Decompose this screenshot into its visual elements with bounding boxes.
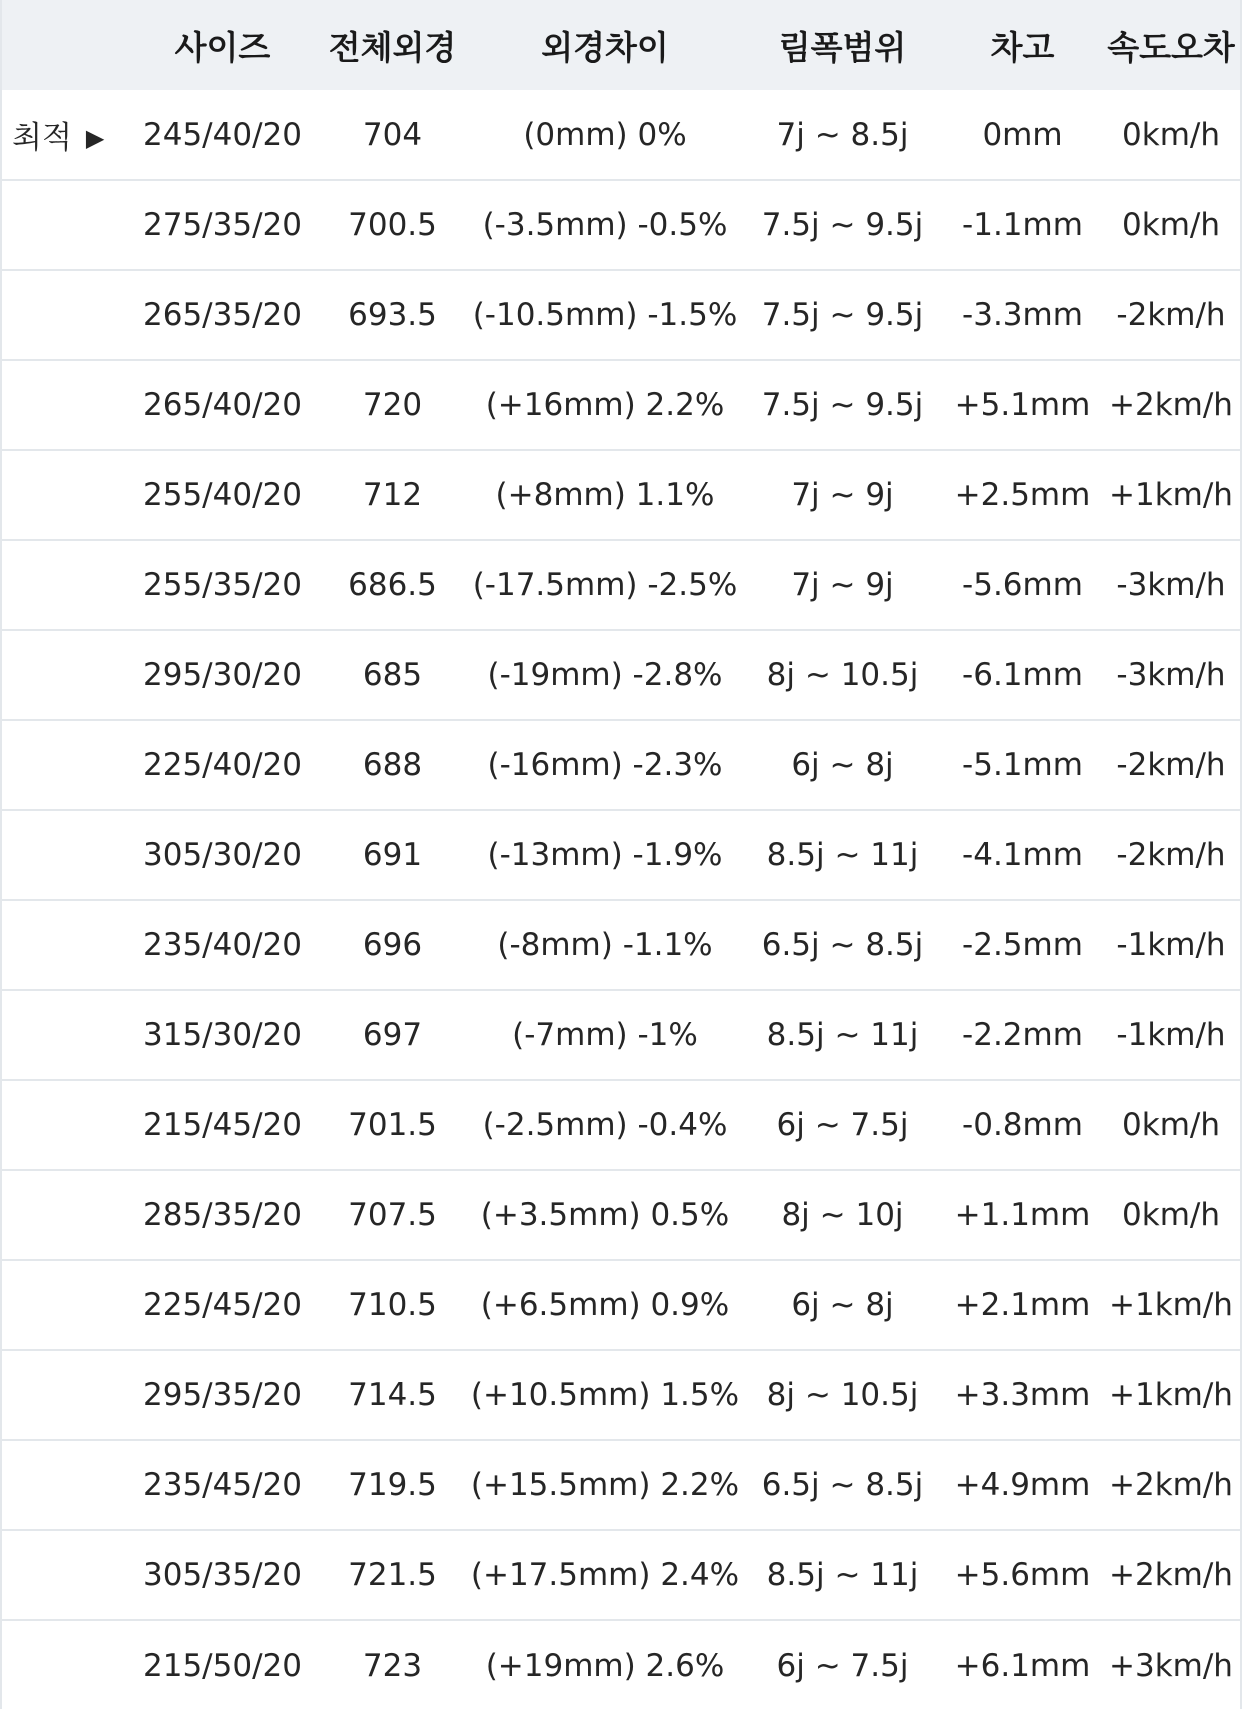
cell-diameter-diff: (+16mm) 2.2%	[485, 387, 725, 423]
cell-label	[0, 1440, 130, 1530]
cell-ride-height: -5.1mm	[962, 747, 1083, 783]
table-row	[0, 1530, 1242, 1620]
cell-label	[0, 900, 130, 990]
cell-diameter-diff: (-19mm) -2.8%	[487, 657, 723, 693]
cell-label	[0, 1530, 130, 1620]
table-row	[0, 180, 1242, 270]
header-row	[0, 0, 1242, 90]
cell-ride-height: -6.1mm	[962, 657, 1083, 693]
cell-label	[0, 990, 130, 1080]
cell-label	[0, 90, 130, 180]
cell-rim-width: 7.5j ~ 9.5j	[761, 387, 924, 423]
cell-rim-width: 7j ~ 9j	[791, 567, 894, 603]
cell-size: 265/40/20	[143, 387, 302, 423]
cell-diameter-diff: (0mm) 0%	[523, 116, 687, 153]
cell-label	[0, 810, 130, 900]
cell-size: 255/40/20	[143, 477, 302, 513]
cell-ride-height: -1.1mm	[962, 207, 1083, 243]
header-label	[0, 0, 130, 90]
cell-size: 295/35/20	[143, 1377, 302, 1413]
table-row	[0, 90, 1242, 180]
cell-label	[0, 1170, 130, 1260]
table-row	[0, 720, 1242, 810]
cell-label	[0, 270, 130, 360]
cell-size: 275/35/20	[143, 207, 302, 243]
table-row	[0, 270, 1242, 360]
cell-rim-width: 6j ~ 7.5j	[776, 1647, 909, 1684]
cell-rim-width: 8j ~ 10.5j	[766, 1377, 919, 1413]
cell-size: 265/35/20	[143, 297, 302, 333]
cell-speed-error: +2km/h	[1109, 1557, 1233, 1593]
cell-ride-height: +6.1mm	[954, 1647, 1091, 1684]
cell-rim-width: 6j ~ 8j	[791, 747, 894, 783]
cell-speed-error: +2km/h	[1109, 387, 1233, 423]
cell-speed-error: +3km/h	[1109, 1647, 1233, 1684]
cell-speed-error: 0km/h	[1122, 1107, 1220, 1143]
cell-diameter-diff: (+3.5mm) 0.5%	[480, 1197, 730, 1233]
cell-total-diameter: 719.5	[348, 1467, 437, 1503]
cell-ride-height: -2.2mm	[962, 1017, 1083, 1053]
cell-total-diameter: 701.5	[348, 1107, 437, 1143]
cell-total-diameter: 707.5	[348, 1197, 437, 1233]
cell-total-diameter: 696	[362, 927, 423, 963]
table-row	[0, 810, 1242, 900]
cell-rim-width: 6j ~ 7.5j	[776, 1107, 909, 1143]
cell-rim-width: 8j ~ 10j	[781, 1197, 904, 1233]
header-total-diameter: 전체외경	[328, 27, 457, 67]
cell-total-diameter: 704	[362, 116, 423, 153]
cell-total-diameter: 720	[362, 387, 423, 423]
cell-size: 215/50/20	[143, 1647, 302, 1684]
cell-total-diameter: 686.5	[348, 567, 437, 603]
cell-label	[0, 180, 130, 270]
cell-label	[0, 1080, 130, 1170]
cell-diameter-diff: (-10.5mm) -1.5%	[472, 297, 738, 333]
cell-speed-error: 0km/h	[1122, 1197, 1220, 1233]
cell-total-diameter: 712	[362, 477, 423, 513]
header-speed-error: 속도오차	[1107, 27, 1235, 67]
cell-speed-error: -2km/h	[1116, 297, 1226, 333]
cell-diameter-diff: (-16mm) -2.3%	[487, 747, 723, 783]
cell-size: 305/30/20	[143, 837, 302, 873]
cell-ride-height: -5.6mm	[962, 567, 1083, 603]
cell-rim-width: 8j ~ 10.5j	[766, 657, 919, 693]
cell-size: 315/30/20	[143, 1017, 302, 1053]
cell-speed-error: -2km/h	[1116, 747, 1226, 783]
table-row	[0, 1170, 1242, 1260]
cell-speed-error: -1km/h	[1116, 927, 1226, 963]
cell-speed-error: 0km/h	[1122, 116, 1220, 153]
cell-ride-height: -3.3mm	[962, 297, 1083, 333]
cell-size: 225/45/20	[143, 1287, 302, 1323]
cell-diameter-diff: (+10.5mm) 1.5%	[470, 1377, 740, 1413]
table-row	[0, 630, 1242, 720]
cell-total-diameter: 700.5	[348, 207, 437, 243]
cell-rim-width: 8.5j ~ 11j	[766, 1017, 919, 1053]
cell-speed-error: -2km/h	[1116, 837, 1226, 873]
table-row	[0, 540, 1242, 630]
cell-label	[0, 720, 130, 810]
cell-rim-width: 7j ~ 8.5j	[776, 116, 909, 153]
cell-rim-width: 6.5j ~ 8.5j	[761, 1467, 924, 1503]
table-row	[0, 990, 1242, 1080]
cell-size: 245/40/20	[143, 116, 302, 153]
cell-ride-height: -0.8mm	[962, 1107, 1083, 1143]
cell-diameter-diff: (-3.5mm) -0.5%	[482, 207, 728, 243]
cell-diameter-diff: (-7mm) -1%	[512, 1017, 698, 1053]
cell-ride-height: +5.1mm	[954, 387, 1091, 423]
header-rim-width: 림폭범위	[778, 27, 907, 67]
cell-diameter-diff: (+6.5mm) 0.9%	[480, 1287, 730, 1323]
table-row	[0, 900, 1242, 990]
cell-label	[0, 1620, 130, 1710]
table-border-left	[0, 0, 2, 1709]
cell-ride-height: +4.9mm	[954, 1467, 1091, 1503]
cell-total-diameter: 723	[362, 1647, 423, 1684]
table-row	[0, 1440, 1242, 1530]
cell-size: 235/45/20	[143, 1467, 302, 1503]
cell-total-diameter: 691	[362, 837, 423, 873]
cell-total-diameter: 710.5	[348, 1287, 437, 1323]
cell-ride-height: +1.1mm	[954, 1197, 1091, 1233]
cell-rim-width: 6.5j ~ 8.5j	[761, 927, 924, 963]
cell-total-diameter: 697	[362, 1017, 423, 1053]
cell-rim-width: 8.5j ~ 11j	[766, 837, 919, 873]
cell-rim-width: 7j ~ 9j	[791, 477, 894, 513]
cell-rim-width: 7.5j ~ 9.5j	[761, 297, 924, 333]
cell-label	[0, 630, 130, 720]
cell-size: 235/40/20	[143, 927, 302, 963]
cell-speed-error: +1km/h	[1109, 1377, 1233, 1413]
cell-size: 305/35/20	[143, 1557, 302, 1593]
cell-ride-height: -4.1mm	[962, 837, 1083, 873]
cell-rim-width: 8.5j ~ 11j	[766, 1557, 919, 1593]
header-size: 사이즈	[174, 27, 271, 67]
cell-diameter-diff: (-17.5mm) -2.5%	[472, 567, 738, 603]
header-ride-height: 차고	[990, 27, 1055, 67]
cell-diameter-diff: (-8mm) -1.1%	[497, 927, 713, 963]
cell-rim-width: 7.5j ~ 9.5j	[761, 207, 924, 243]
cell-label	[0, 540, 130, 630]
cell-diameter-diff: (-13mm) -1.9%	[487, 837, 723, 873]
cell-speed-error: +2km/h	[1109, 1467, 1233, 1503]
cell-size: 255/35/20	[143, 567, 302, 603]
header-diameter-diff: 외경차이	[541, 27, 669, 67]
cell-ride-height: -2.5mm	[962, 927, 1083, 963]
cell-size: 295/30/20	[143, 657, 302, 693]
cell-ride-height: 0mm	[982, 116, 1063, 153]
table-header	[0, 0, 1242, 90]
cell-size: 215/45/20	[143, 1107, 302, 1143]
table-row	[0, 1620, 1242, 1710]
table-body	[0, 90, 1242, 1710]
cell-label	[0, 1350, 130, 1440]
cell-speed-error: +1km/h	[1109, 1287, 1233, 1323]
cell-label	[0, 360, 130, 450]
play-arrow-icon: ▶	[85, 124, 105, 152]
cell-size: 225/40/20	[143, 747, 302, 783]
cell-diameter-diff: (+17.5mm) 2.4%	[470, 1557, 740, 1593]
table-row	[0, 1080, 1242, 1170]
table-row	[0, 450, 1242, 540]
cell-total-diameter: 693.5	[348, 297, 437, 333]
cell-total-diameter: 685	[362, 657, 423, 693]
cell-diameter-diff: (+15.5mm) 2.2%	[470, 1467, 740, 1503]
cell-speed-error: +1km/h	[1109, 477, 1233, 513]
cell-total-diameter: 688	[362, 747, 423, 783]
table-row	[0, 1260, 1242, 1350]
cell-speed-error: -1km/h	[1116, 1017, 1226, 1053]
best-label: 최적	[12, 120, 72, 156]
cell-speed-error: -3km/h	[1116, 657, 1226, 693]
cell-size: 285/35/20	[143, 1197, 302, 1233]
cell-diameter-diff: (+19mm) 2.6%	[485, 1647, 725, 1684]
cell-total-diameter: 721.5	[348, 1557, 437, 1593]
table-row	[0, 360, 1242, 450]
cell-label	[0, 1260, 130, 1350]
cell-diameter-diff: (-2.5mm) -0.4%	[482, 1107, 728, 1143]
cell-speed-error: 0km/h	[1122, 207, 1220, 243]
cell-total-diameter: 714.5	[348, 1377, 437, 1413]
cell-ride-height: +2.1mm	[954, 1287, 1091, 1323]
cell-speed-error: -3km/h	[1116, 567, 1226, 603]
cell-ride-height: +3.3mm	[954, 1377, 1091, 1413]
table-row	[0, 1350, 1242, 1440]
cell-diameter-diff: (+8mm) 1.1%	[495, 477, 715, 513]
cell-label	[0, 450, 130, 540]
cell-ride-height: +2.5mm	[954, 477, 1091, 513]
cell-rim-width: 6j ~ 8j	[791, 1287, 894, 1323]
cell-ride-height: +5.6mm	[954, 1557, 1091, 1593]
